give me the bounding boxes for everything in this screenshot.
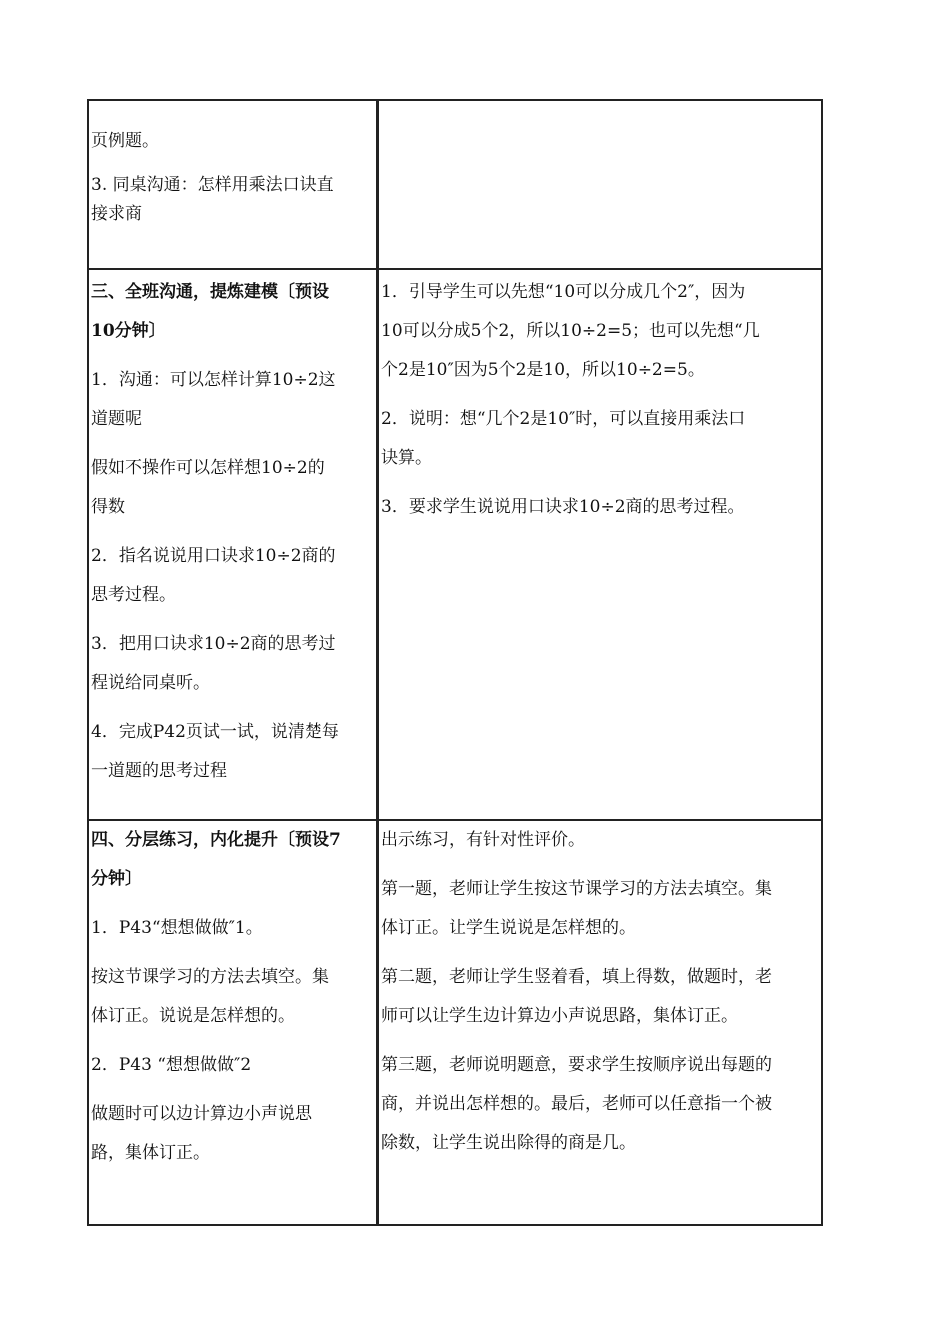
text-line: 得数 [91,497,125,517]
text-line: 体订正。让学生说说是怎样想的。 [381,918,636,938]
text-line: 假如不操作可以怎样想10÷2的 [91,458,325,478]
text-line: 程说给同桌听。 [91,673,210,693]
text-line: 出示练习，有针对性评价。 [381,830,585,850]
section-heading: 四、分层练习，内化提升〔预设7 [91,830,341,850]
table-row [89,821,821,1224]
text-line: 2．指名说说用口诀求10÷2商的 [91,546,336,566]
text-line: 道题呢 [91,409,142,429]
text-line: 3．要求学生说说用口诀求10÷2商的思考过程。 [381,497,745,517]
text-line: 一道题的思考过程 [91,761,227,781]
text-line: 诀算。 [381,448,432,468]
text-line: 1．P43“想想做做″1。 [91,918,263,938]
row3-left-cell [89,821,376,1224]
text-line: 师可以让学生边计算边小声说思路，集体订正。 [381,1006,738,1026]
row1-right-cell [379,101,821,268]
text-line: 第一题，老师让学生按这节课学习的方法去填空。集 [381,879,772,899]
text-line: 3. 同桌沟通：怎样用乘法口诀直 [91,175,334,195]
row3-right-cell [379,821,821,1224]
text-line: 思考过程。 [91,585,176,605]
text-line: 3．把用口诀求10÷2商的思考过 [91,634,336,654]
section-heading: 三、全班沟通，提炼建模〔预设 [91,282,329,302]
table-row [89,270,821,821]
text-line: 2．说明：想“几个2是10″时，可以直接用乘法口 [381,409,746,429]
section-heading: 分钟〕 [91,869,142,889]
text-line: 做题时可以边计算边小声说思 [91,1104,312,1124]
text-line: 第三题，老师说明题意，要求学生按顺序说出每题的 [381,1055,772,1075]
row2-left-cell [89,270,376,819]
section-heading: 10分钟〕 [91,321,166,341]
text-line: 按这节课学习的方法去填空。集 [91,967,329,987]
text-line: 2．P43 “想想做做″2 [91,1055,252,1075]
text-line: 第二题，老师让学生竖着看，填上得数，做题时，老 [381,967,772,987]
text-line: 页例题。 [91,131,159,151]
row2-right-cell [379,270,821,819]
text-line: 1．引导学生可以先想“10可以分成几个2″，因为 [381,282,746,302]
lesson-table [87,99,823,1226]
text-line: 路，集体订正。 [91,1143,210,1163]
text-line: 接求商 [91,204,142,224]
text-line: 除数，让学生说出除得的商是几。 [381,1133,636,1153]
text-line: 10可以分成5个2，所以10÷2=5；也可以先想“几 [381,321,760,341]
text-line: 1．沟通：可以怎样计算10÷2这 [91,370,336,390]
text-line: 商，并说出怎样想的。最后，老师可以任意指一个被 [381,1094,772,1114]
text-line: 个2是10″因为5个2是10，所以10÷2=5。 [381,360,705,380]
text-line: 4．完成P42页试一试，说清楚每 [91,722,339,742]
table-row [89,101,821,270]
text-line: 体订正。说说是怎样想的。 [91,1006,295,1026]
row1-left-cell [89,101,376,268]
